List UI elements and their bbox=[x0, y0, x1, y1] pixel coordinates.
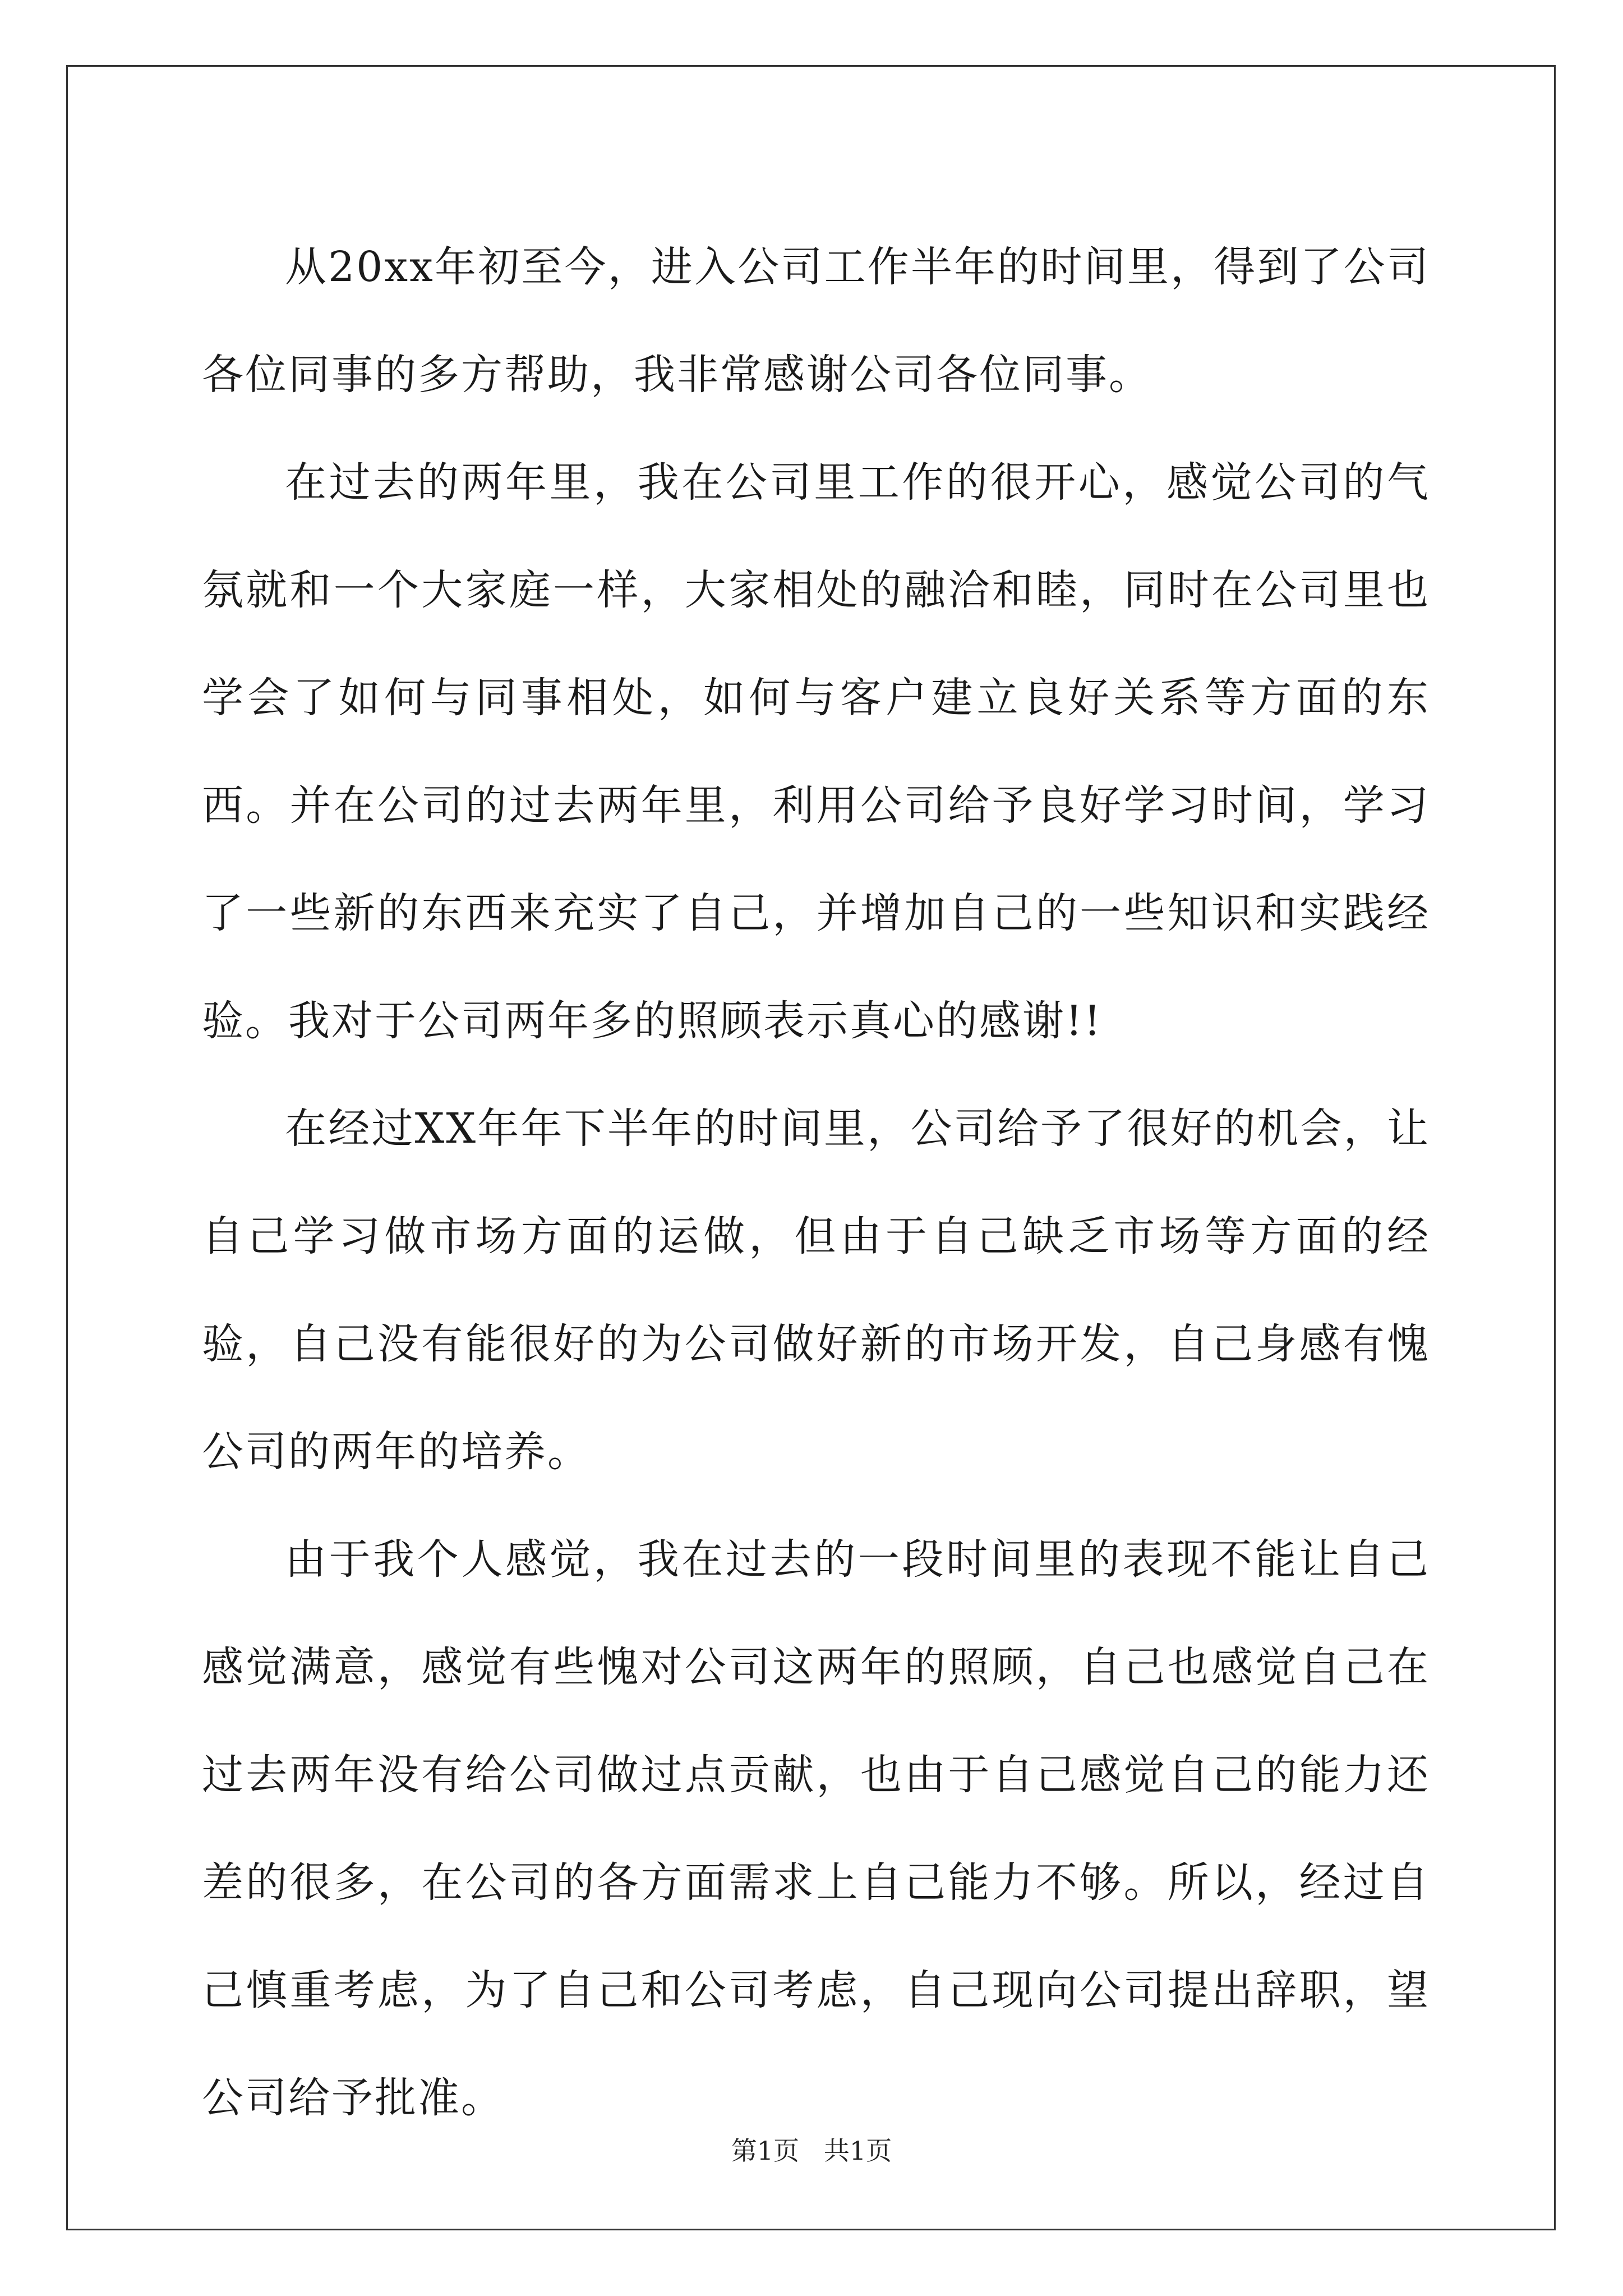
paragraph-3: 在经过XX年年下半年的时间里，公司给予了很好的机会，让自己学习做市场方面的运做，但由于自己缺乏市场等方面的经验，自己没有能很好的为公司做好新的市场开发，自己身感有愧公司的两年的培养。 bbox=[202, 1105, 1430, 1476]
paragraph-4: 由于我个人感觉，我在过去的一段时间里的表现不能让自己感觉满意，感觉有些愧对公司这两年的照顾，自己也感觉自己在过去两年没有给公司做过点贡献，也由于自己感觉自己的能力还差的很多，在公司的各方面需求上自己能力不够。所以，经过自己慎重考虑，为了自己和公司考虑，自己现向公司提出辞职，望公司给予批准。 bbox=[202, 1535, 1430, 2122]
document-body bbox=[202, 213, 1430, 2152]
paragraph-1: 从20xx年初至今，进入公司工作半年的时间里，得到了公司各位同事的多方帮助，我非常感谢公司各位同事。 bbox=[202, 243, 1430, 399]
paragraph-2: 在过去的两年里，我在公司里工作的很开心，感觉公司的气氛就和一个大家庭一样，大家相处的融洽和睦，同时在公司里也学会了如何与同事相处，如何与客户建立良好关系等方面的东西。并在公司的过去两年里，利用公司给予良好学习时间，学习了一些新的东西来充实了自己，并增加自己的一些知识和实践经验。我对于公司两年多的照顾表示真心的感谢!! bbox=[202, 458, 1430, 1045]
page-footer: 第1页 共1页 bbox=[731, 2136, 892, 2166]
